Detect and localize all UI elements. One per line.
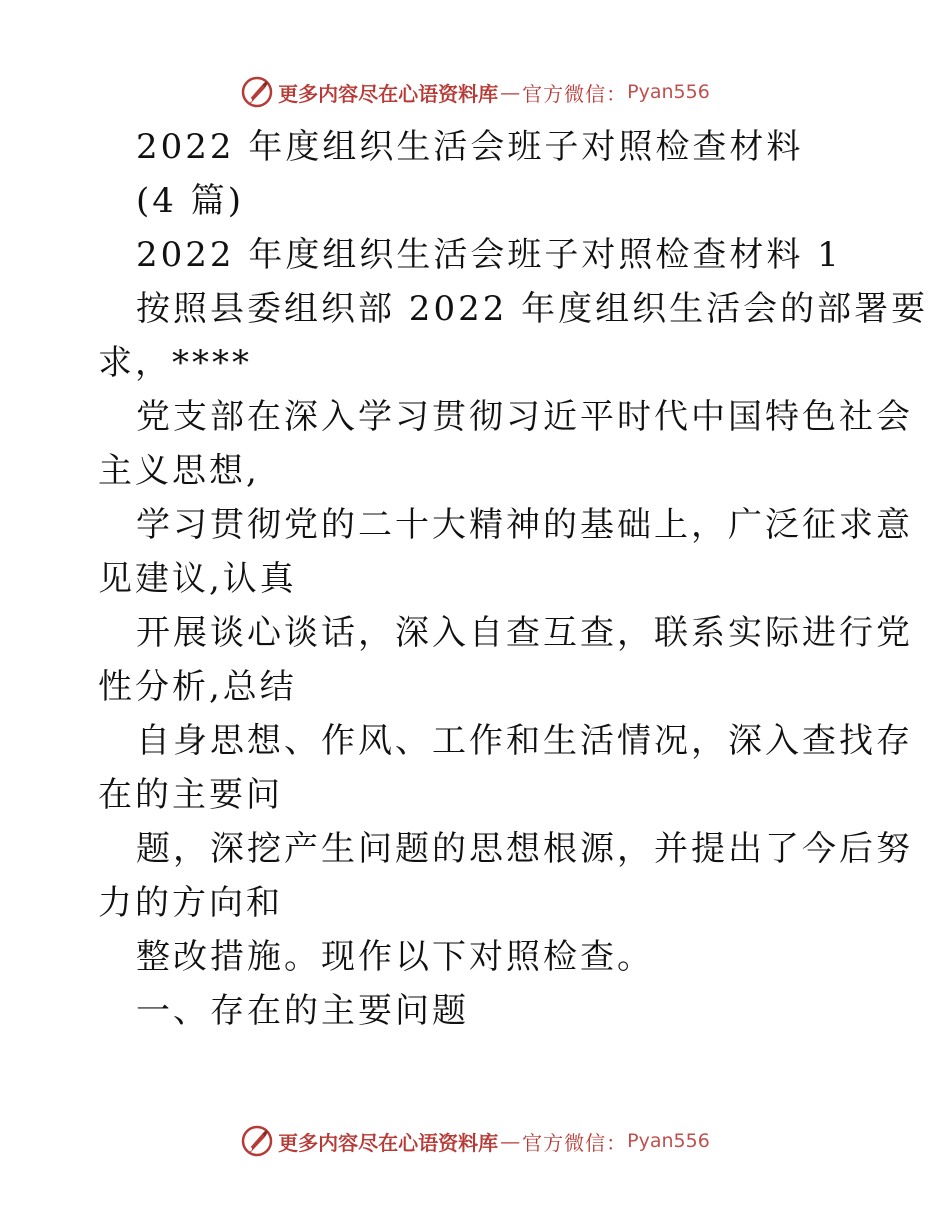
watermark-header [0,72,950,112]
paragraph-line: 党支部在深入学习贯彻习近平时代中国特色社会 [136,397,913,437]
watermark-footer [0,1121,950,1161]
paragraph-line: 主义思想, [98,451,260,491]
paragraph-line: 自身思想、作风、工作和生活情况，深入查找存 [136,721,913,761]
paragraph-line: 求，**** [98,343,252,383]
document-title-line-1: 2022 年度组织生活会班子对照检查材料 [136,127,804,167]
watermark-wechat-id: Pyan556 [627,1130,710,1152]
paragraph-line: 按照县委组织部 2022 年度组织生活会的部署要 [136,289,929,329]
watermark-sub-text: 官方微信： [522,81,628,106]
watermark-main-text: 更多内容尽在心语资料库 [278,1130,499,1155]
section-heading: 一、存在的主要问题 [136,991,469,1031]
document-title-line-2: (4 篇) [136,181,244,221]
paragraph-line: 力的方向和 [98,883,283,923]
watermark-main-text: 更多内容尽在心语资料库 [278,81,499,106]
paragraph-line: 性分析,总结 [98,667,297,707]
paragraph-line: 见建议,认真 [98,559,297,599]
paragraph-line: 开展谈心谈话，深入自查互查，联系实际进行党 [136,613,913,653]
watermark-sub-text: 官方微信： [522,1130,628,1155]
pen-logo-icon [240,1124,274,1158]
watermark-wechat-id: Pyan556 [627,81,710,103]
document-body [98,120,929,1038]
watermark-dash: — [500,1129,521,1153]
section-title: 2022 年度组织生活会班子对照检查材料 1 [136,235,842,275]
pen-logo-icon [240,75,274,109]
watermark-dash: — [500,80,521,104]
paragraph-line: 在的主要问 [98,775,283,815]
paragraph-line: 题，深挖产生问题的思想根源，并提出了今后努 [136,829,913,869]
paragraph-line: 整改措施。现作以下对照检查。 [136,937,654,977]
paragraph-line: 学习贯彻党的二十大精神的基础上，广泛征求意 [136,505,913,545]
